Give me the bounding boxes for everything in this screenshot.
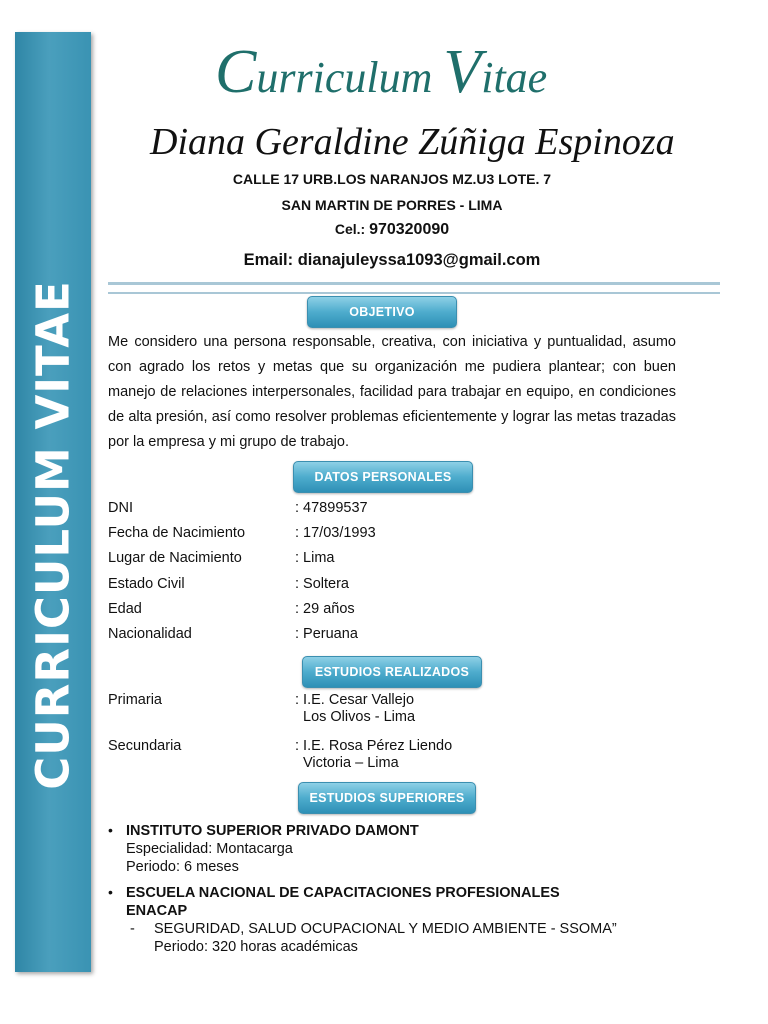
personal-label: Estado Civil — [108, 576, 185, 592]
personal-label: Fecha de Nacimiento — [108, 525, 246, 541]
period: Periodo: 6 meses — [126, 859, 239, 875]
specialty: Especialidad: Montacarga — [126, 841, 293, 857]
study-label: Secundaria — [108, 738, 182, 754]
sidebar-label: CURRICULUM VITAE — [26, 280, 80, 790]
email-line: Email: dianajuleyssa1093@gmail.com — [243, 251, 541, 269]
phone-label: Cel.: — [334, 221, 366, 237]
candidate-name: Diana Geraldine Zúñiga Espinoza — [150, 121, 675, 163]
sidebar-banner — [15, 32, 91, 972]
personal-value: : Peruana — [295, 626, 358, 642]
personal-value: : 29 años — [295, 601, 355, 617]
title-part-2: itae — [481, 53, 548, 102]
period: Periodo: 320 horas académicas — [154, 939, 358, 955]
course-name: SEGURIDAD, SALUD OCUPACIONAL Y MEDIO AMBIENTE - SSOMA” — [154, 921, 617, 937]
personal-label: Lugar de Nacimiento — [108, 550, 242, 566]
institution-name: ESCUELA NACIONAL DE CAPACITACIONES PROFESIONALES — [126, 885, 560, 901]
section-estudios-superiores: ESTUDIOS SUPERIORES — [298, 782, 476, 814]
objective-text: Me considero una persona responsable, creativa, con iniciativa y puntualidad, asumo con agrado los retos y metas que su organización me pudiera plantear; con buen manejo de relaciones interpersonales, facilidad para trabajar en equipo, en condiciones de alta presión, así como resolver problemas eficientemente y lograr las metas trazadas por la empresa y mi grupo de trabajo. — [108, 334, 676, 450]
personal-value: : Lima — [295, 550, 335, 566]
section-objetivo: OBJETIVO — [307, 296, 457, 328]
personal-label: DNI — [108, 500, 133, 516]
institution-acronym: ENACAP — [126, 903, 188, 919]
study-location: Victoria – Lima — [303, 755, 399, 771]
section-estudios-realizados: ESTUDIOS REALIZADOS — [302, 656, 482, 688]
phone-line — [108, 221, 676, 239]
institution-name: INSTITUTO SUPERIOR PRIVADO DAMONT — [126, 823, 419, 839]
title-initial-v: V — [443, 38, 482, 106]
study-school: : I.E. Cesar Vallejo — [295, 692, 415, 708]
dash-marker: - — [130, 921, 135, 937]
personal-value: : 17/03/1993 — [295, 525, 376, 541]
study-location: Los Olivos - Lima — [303, 709, 416, 725]
bullet-icon: • — [108, 884, 113, 900]
personal-label: Nacionalidad — [108, 626, 192, 642]
address-line-2: SAN MARTIN DE PORRES - LIMA — [281, 197, 503, 213]
bullet-icon: • — [108, 822, 113, 838]
address-line-1: CALLE 17 URB.LOS NARANJOS MZ.U3 LOTE. 7 — [232, 171, 552, 187]
document-title — [215, 40, 555, 110]
header-divider — [108, 282, 720, 294]
phone-value: 970320090 — [369, 221, 450, 238]
personal-value: : Soltera — [295, 576, 349, 592]
title-part-1: urriculum — [256, 53, 444, 102]
study-school: : I.E. Rosa Pérez Liendo — [295, 738, 453, 754]
personal-label: Edad — [108, 601, 142, 617]
study-label: Primaria — [108, 692, 162, 708]
personal-value: : 47899537 — [295, 500, 368, 516]
title-initial-c: C — [215, 38, 257, 106]
section-datos-personales: DATOS PERSONALES — [293, 461, 473, 493]
